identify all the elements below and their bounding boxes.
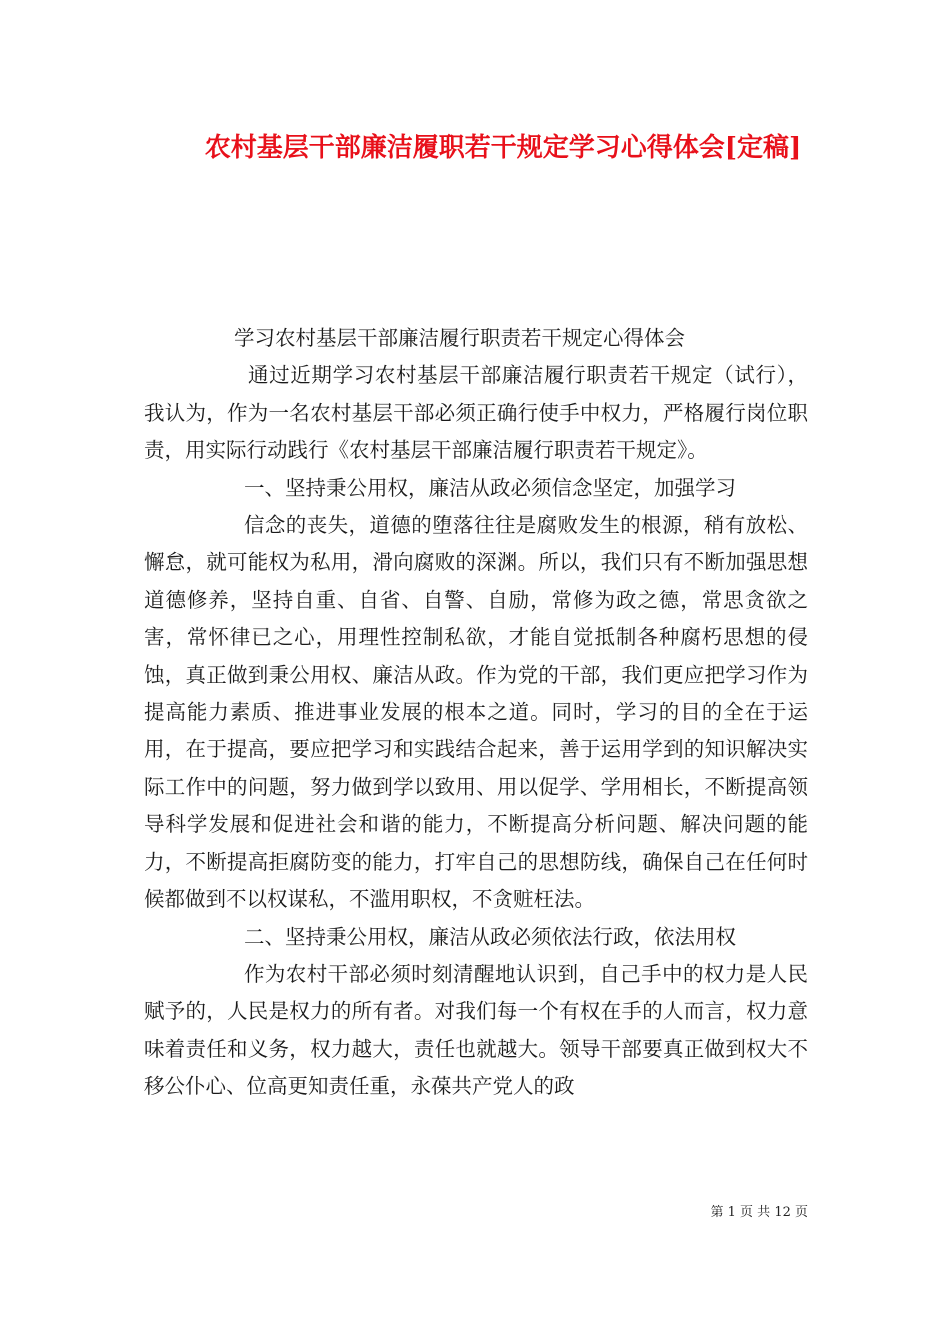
document-body (144, 320, 808, 1106)
intro-paragraph: 通过近期学习农村基层干部廉洁履行职责若干规定（试行），我认为，作为一名农村基层干部必须正确行使手中权力，严格履行岗位职责，用实际行动践行《农村基层干部廉洁履行职责若干规定》。 (144, 363, 808, 463)
section-body-1: 信念的丧失，道德的堕落往往是腐败发生的根源，稍有放松、懈怠，就可能权为私用，滑向腐败的深渊。所以，我们只有不断加强思想道德修养，坚持自重、自省、自警、自励，常修为政之德，常思贪欲之害，常怀律已之心，用理性控制私欲，才能自觉抵制各种腐朽思想的侵蚀，真正做到秉公用权、廉洁从政。作为党的干部，我们更应把学习作为提高能力素质、推进事业发展的根本之道。同时，学习的目的全在于运用，在于提高，要应把学习和实践结合起来，善于运用学到的知识解决实际工作中的问题，努力做到学以致用、用以促学、学用相长，不断提高领导科学发展和促进社会和谐的能力，不断提高分析问题、解决问题的能力，不断提高拒腐防变的能力，打牢自己的思想防线，确保自己在任何时候都做到不以权谋私，不滥用职权，不贪赃枉法。 (144, 513, 808, 912)
section-body-2: 作为农村干部必须时刻清醒地认识到，自己手中的权力是人民赋予的，人民是权力的所有者。对我们每一个有权在手的人而言，权力意味着责任和义务，权力越大，责任也就越大。领导干部要真正做到权大不移公仆心、位高更知责任重，永葆共产党人的政 (144, 961, 808, 1099)
document-title: 农村基层干部廉洁履职若干规定学习心得体会[定稿] (204, 133, 802, 163)
section-heading-2: 二、坚持秉公用权，廉洁从政必须依法行政，依法用权 (244, 924, 736, 949)
section-heading-1: 一、坚持秉公用权，廉洁从政必须信念坚定，加强学习 (244, 475, 736, 500)
document-subtitle: 学习农村基层干部廉洁履行职责若干规定心得体会 (234, 326, 685, 350)
page-number-footer: 第 1 页 共 12 页 (710, 1205, 808, 1220)
